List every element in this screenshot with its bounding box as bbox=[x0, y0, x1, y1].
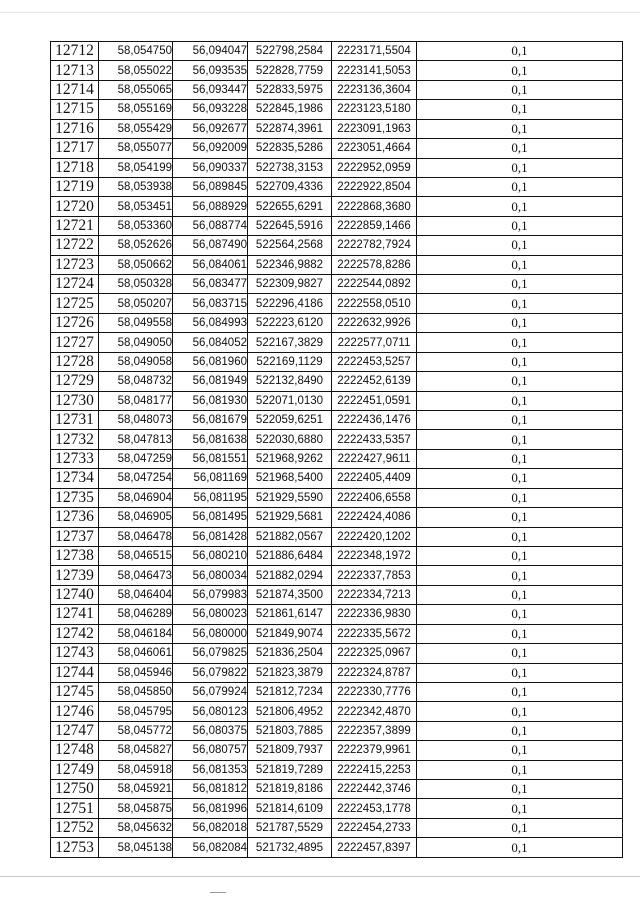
table-row bbox=[51, 216, 623, 235]
point-number-cell: 12720 bbox=[51, 197, 99, 216]
latitude-cell: 58,052626 bbox=[99, 236, 173, 255]
x-coordinate-cell: 522835,5286 bbox=[248, 139, 332, 158]
accuracy-cell: 0,1 bbox=[417, 585, 623, 604]
latitude-cell: 58,045921 bbox=[99, 780, 173, 799]
longitude-cell: 56,084061 bbox=[173, 255, 248, 274]
longitude-cell: 56,081812 bbox=[173, 780, 248, 799]
latitude-cell: 58,050207 bbox=[99, 294, 173, 313]
y-coordinate-cell: 2222952,0959 bbox=[332, 158, 417, 177]
accuracy-cell: 0,1 bbox=[417, 546, 623, 565]
y-coordinate-cell: 2222577,0711 bbox=[332, 333, 417, 352]
accuracy-cell: 0,1 bbox=[417, 411, 623, 430]
latitude-cell: 58,055077 bbox=[99, 139, 173, 158]
longitude-cell: 56,081679 bbox=[173, 411, 248, 430]
table-row bbox=[51, 275, 623, 294]
point-number-cell: 12723 bbox=[51, 255, 99, 274]
y-coordinate-cell: 2222452,6139 bbox=[332, 372, 417, 391]
longitude-cell: 56,080757 bbox=[173, 741, 248, 760]
latitude-cell: 58,046904 bbox=[99, 488, 173, 507]
x-coordinate-cell: 522645,5916 bbox=[248, 216, 332, 235]
table-row bbox=[51, 197, 623, 216]
accuracy-cell: 0,1 bbox=[417, 100, 623, 119]
y-coordinate-cell: 2222357,3899 bbox=[332, 721, 417, 740]
x-coordinate-cell: 521809,7937 bbox=[248, 741, 332, 760]
y-coordinate-cell: 2222420,1202 bbox=[332, 527, 417, 546]
point-number-cell: 12746 bbox=[51, 702, 99, 721]
y-coordinate-cell: 2222342,4870 bbox=[332, 702, 417, 721]
x-coordinate-cell: 521968,9262 bbox=[248, 449, 332, 468]
point-number-cell: 12715 bbox=[51, 100, 99, 119]
point-number-cell: 12731 bbox=[51, 411, 99, 430]
table-row bbox=[51, 508, 623, 527]
longitude-cell: 56,081195 bbox=[173, 488, 248, 507]
accuracy-cell: 0,1 bbox=[417, 158, 623, 177]
table-row bbox=[51, 605, 623, 624]
y-coordinate-cell: 2222578,8286 bbox=[332, 255, 417, 274]
point-number-cell: 12747 bbox=[51, 721, 99, 740]
longitude-cell: 56,093228 bbox=[173, 100, 248, 119]
point-number-cell: 12721 bbox=[51, 216, 99, 235]
accuracy-cell: 0,1 bbox=[417, 469, 623, 488]
x-coordinate-cell: 522059,6251 bbox=[248, 411, 332, 430]
latitude-cell: 58,045827 bbox=[99, 741, 173, 760]
accuracy-cell: 0,1 bbox=[417, 294, 623, 313]
longitude-cell: 56,081949 bbox=[173, 372, 248, 391]
point-number-cell: 12751 bbox=[51, 799, 99, 818]
accuracy-cell: 0,1 bbox=[417, 624, 623, 643]
longitude-cell: 56,081960 bbox=[173, 352, 248, 371]
point-number-cell: 12739 bbox=[51, 566, 99, 585]
table-row bbox=[51, 352, 623, 371]
table-row bbox=[51, 838, 623, 857]
table-row bbox=[51, 585, 623, 604]
x-coordinate-cell: 522223,6120 bbox=[248, 313, 332, 332]
accuracy-cell: 0,1 bbox=[417, 566, 623, 585]
coordinates-table-body bbox=[51, 42, 623, 858]
latitude-cell: 58,045772 bbox=[99, 721, 173, 740]
latitude-cell: 58,053360 bbox=[99, 216, 173, 235]
latitude-cell: 58,050328 bbox=[99, 275, 173, 294]
table-row bbox=[51, 294, 623, 313]
table-row bbox=[51, 449, 623, 468]
x-coordinate-cell: 521849,9074 bbox=[248, 624, 332, 643]
longitude-cell: 56,081638 bbox=[173, 430, 248, 449]
latitude-cell: 58,055429 bbox=[99, 119, 173, 138]
longitude-cell: 56,081930 bbox=[173, 391, 248, 410]
longitude-cell: 56,080023 bbox=[173, 605, 248, 624]
longitude-cell: 56,083477 bbox=[173, 275, 248, 294]
y-coordinate-cell: 2223141,5053 bbox=[332, 61, 417, 80]
x-coordinate-cell: 521732,4895 bbox=[248, 838, 332, 857]
longitude-cell: 56,082018 bbox=[173, 818, 248, 837]
x-coordinate-cell: 521803,7885 bbox=[248, 721, 332, 740]
accuracy-cell: 0,1 bbox=[417, 527, 623, 546]
point-number-cell: 12724 bbox=[51, 275, 99, 294]
x-coordinate-cell: 521787,5529 bbox=[248, 818, 332, 837]
accuracy-cell: 0,1 bbox=[417, 799, 623, 818]
latitude-cell: 58,046404 bbox=[99, 585, 173, 604]
longitude-cell: 56,080000 bbox=[173, 624, 248, 643]
y-coordinate-cell: 2222453,5257 bbox=[332, 352, 417, 371]
accuracy-cell: 0,1 bbox=[417, 838, 623, 857]
table-row bbox=[51, 741, 623, 760]
latitude-cell: 58,046061 bbox=[99, 644, 173, 663]
y-coordinate-cell: 2222424,4086 bbox=[332, 508, 417, 527]
longitude-cell: 56,087490 bbox=[173, 236, 248, 255]
x-coordinate-cell: 522309,9827 bbox=[248, 275, 332, 294]
y-coordinate-cell: 2222454,2733 bbox=[332, 818, 417, 837]
accuracy-cell: 0,1 bbox=[417, 177, 623, 196]
accuracy-cell: 0,1 bbox=[417, 119, 623, 138]
x-coordinate-cell: 521886,6484 bbox=[248, 546, 332, 565]
x-coordinate-cell: 522874,3961 bbox=[248, 119, 332, 138]
x-coordinate-cell: 522833,5975 bbox=[248, 80, 332, 99]
latitude-cell: 58,055065 bbox=[99, 80, 173, 99]
latitude-cell: 58,045850 bbox=[99, 682, 173, 701]
x-coordinate-cell: 522564,2568 bbox=[248, 236, 332, 255]
longitude-cell: 56,093447 bbox=[173, 80, 248, 99]
point-number-cell: 12738 bbox=[51, 546, 99, 565]
x-coordinate-cell: 521874,3500 bbox=[248, 585, 332, 604]
scan-edge-bottom bbox=[0, 876, 640, 877]
table-row bbox=[51, 313, 623, 332]
accuracy-cell: 0,1 bbox=[417, 372, 623, 391]
table-row bbox=[51, 42, 623, 61]
y-coordinate-cell: 2222859,1466 bbox=[332, 216, 417, 235]
latitude-cell: 58,049558 bbox=[99, 313, 173, 332]
y-coordinate-cell: 2222330,7776 bbox=[332, 682, 417, 701]
y-coordinate-cell: 2223171,5504 bbox=[332, 42, 417, 61]
table-row bbox=[51, 469, 623, 488]
y-coordinate-cell: 2222335,5672 bbox=[332, 624, 417, 643]
accuracy-cell: 0,1 bbox=[417, 139, 623, 158]
table-row bbox=[51, 818, 623, 837]
longitude-cell: 56,084993 bbox=[173, 313, 248, 332]
latitude-cell: 58,055022 bbox=[99, 61, 173, 80]
accuracy-cell: 0,1 bbox=[417, 644, 623, 663]
y-coordinate-cell: 2222868,3680 bbox=[332, 197, 417, 216]
latitude-cell: 58,050662 bbox=[99, 255, 173, 274]
y-coordinate-cell: 2223136,3604 bbox=[332, 80, 417, 99]
table-row bbox=[51, 80, 623, 99]
x-coordinate-cell: 522738,3153 bbox=[248, 158, 332, 177]
point-number-cell: 12730 bbox=[51, 391, 99, 410]
latitude-cell: 58,046289 bbox=[99, 605, 173, 624]
x-coordinate-cell: 522346,9882 bbox=[248, 255, 332, 274]
accuracy-cell: 0,1 bbox=[417, 760, 623, 779]
accuracy-cell: 0,1 bbox=[417, 333, 623, 352]
latitude-cell: 58,053451 bbox=[99, 197, 173, 216]
point-number-cell: 12717 bbox=[51, 139, 99, 158]
longitude-cell: 56,082084 bbox=[173, 838, 248, 857]
x-coordinate-cell: 521806,4952 bbox=[248, 702, 332, 721]
x-coordinate-cell: 522655,6291 bbox=[248, 197, 332, 216]
point-number-cell: 12735 bbox=[51, 488, 99, 507]
x-coordinate-cell: 522169,1129 bbox=[248, 352, 332, 371]
point-number-cell: 12726 bbox=[51, 313, 99, 332]
latitude-cell: 58,055169 bbox=[99, 100, 173, 119]
longitude-cell: 56,084052 bbox=[173, 333, 248, 352]
scan-mark bbox=[210, 892, 226, 893]
latitude-cell: 58,048177 bbox=[99, 391, 173, 410]
point-number-cell: 12753 bbox=[51, 838, 99, 857]
longitude-cell: 56,080375 bbox=[173, 721, 248, 740]
accuracy-cell: 0,1 bbox=[417, 488, 623, 507]
x-coordinate-cell: 521929,5590 bbox=[248, 488, 332, 507]
table-row bbox=[51, 236, 623, 255]
longitude-cell: 56,081551 bbox=[173, 449, 248, 468]
table-row bbox=[51, 333, 623, 352]
longitude-cell: 56,079924 bbox=[173, 682, 248, 701]
table-row bbox=[51, 780, 623, 799]
y-coordinate-cell: 2222334,7213 bbox=[332, 585, 417, 604]
table-row bbox=[51, 372, 623, 391]
y-coordinate-cell: 2222415,2253 bbox=[332, 760, 417, 779]
latitude-cell: 58,046478 bbox=[99, 527, 173, 546]
table-row bbox=[51, 430, 623, 449]
x-coordinate-cell: 521836,2504 bbox=[248, 644, 332, 663]
longitude-cell: 56,094047 bbox=[173, 42, 248, 61]
latitude-cell: 58,045138 bbox=[99, 838, 173, 857]
accuracy-cell: 0,1 bbox=[417, 721, 623, 740]
table-row bbox=[51, 702, 623, 721]
x-coordinate-cell: 521814,6109 bbox=[248, 799, 332, 818]
point-number-cell: 12741 bbox=[51, 605, 99, 624]
point-number-cell: 12734 bbox=[51, 469, 99, 488]
table-row bbox=[51, 255, 623, 274]
longitude-cell: 56,089845 bbox=[173, 177, 248, 196]
table-row bbox=[51, 527, 623, 546]
accuracy-cell: 0,1 bbox=[417, 236, 623, 255]
longitude-cell: 56,080123 bbox=[173, 702, 248, 721]
point-number-cell: 12744 bbox=[51, 663, 99, 682]
point-number-cell: 12714 bbox=[51, 80, 99, 99]
accuracy-cell: 0,1 bbox=[417, 275, 623, 294]
latitude-cell: 58,046184 bbox=[99, 624, 173, 643]
x-coordinate-cell: 522845,1986 bbox=[248, 100, 332, 119]
latitude-cell: 58,046905 bbox=[99, 508, 173, 527]
longitude-cell: 56,083715 bbox=[173, 294, 248, 313]
y-coordinate-cell: 2222451,0591 bbox=[332, 391, 417, 410]
table-row bbox=[51, 644, 623, 663]
accuracy-cell: 0,1 bbox=[417, 818, 623, 837]
point-number-cell: 12736 bbox=[51, 508, 99, 527]
y-coordinate-cell: 2222379,9961 bbox=[332, 741, 417, 760]
x-coordinate-cell: 521882,0567 bbox=[248, 527, 332, 546]
accuracy-cell: 0,1 bbox=[417, 430, 623, 449]
table-row bbox=[51, 411, 623, 430]
longitude-cell: 56,090337 bbox=[173, 158, 248, 177]
point-number-cell: 12728 bbox=[51, 352, 99, 371]
y-coordinate-cell: 2222457,8397 bbox=[332, 838, 417, 857]
x-coordinate-cell: 521861,6147 bbox=[248, 605, 332, 624]
accuracy-cell: 0,1 bbox=[417, 61, 623, 80]
latitude-cell: 58,045918 bbox=[99, 760, 173, 779]
latitude-cell: 58,048732 bbox=[99, 372, 173, 391]
point-number-cell: 12740 bbox=[51, 585, 99, 604]
accuracy-cell: 0,1 bbox=[417, 449, 623, 468]
scan-edge-top bbox=[0, 12, 640, 13]
x-coordinate-cell: 521929,5681 bbox=[248, 508, 332, 527]
latitude-cell: 58,046515 bbox=[99, 546, 173, 565]
point-number-cell: 12749 bbox=[51, 760, 99, 779]
point-number-cell: 12748 bbox=[51, 741, 99, 760]
point-number-cell: 12752 bbox=[51, 818, 99, 837]
point-number-cell: 12718 bbox=[51, 158, 99, 177]
x-coordinate-cell: 521823,3879 bbox=[248, 663, 332, 682]
y-coordinate-cell: 2223051,4664 bbox=[332, 139, 417, 158]
latitude-cell: 58,045875 bbox=[99, 799, 173, 818]
y-coordinate-cell: 2222336,9830 bbox=[332, 605, 417, 624]
table-row bbox=[51, 100, 623, 119]
y-coordinate-cell: 2222348,1972 bbox=[332, 546, 417, 565]
point-number-cell: 12732 bbox=[51, 430, 99, 449]
accuracy-cell: 0,1 bbox=[417, 605, 623, 624]
longitude-cell: 56,093535 bbox=[173, 61, 248, 80]
y-coordinate-cell: 2222558,0510 bbox=[332, 294, 417, 313]
x-coordinate-cell: 521882,0294 bbox=[248, 566, 332, 585]
point-number-cell: 12713 bbox=[51, 61, 99, 80]
accuracy-cell: 0,1 bbox=[417, 197, 623, 216]
accuracy-cell: 0,1 bbox=[417, 313, 623, 332]
table-row bbox=[51, 158, 623, 177]
longitude-cell: 56,092677 bbox=[173, 119, 248, 138]
longitude-cell: 56,092009 bbox=[173, 139, 248, 158]
latitude-cell: 58,045632 bbox=[99, 818, 173, 837]
y-coordinate-cell: 2222406,6558 bbox=[332, 488, 417, 507]
latitude-cell: 58,053938 bbox=[99, 177, 173, 196]
y-coordinate-cell: 2222632,9926 bbox=[332, 313, 417, 332]
x-coordinate-cell: 522296,4186 bbox=[248, 294, 332, 313]
accuracy-cell: 0,1 bbox=[417, 663, 623, 682]
latitude-cell: 58,049050 bbox=[99, 333, 173, 352]
point-number-cell: 12743 bbox=[51, 644, 99, 663]
y-coordinate-cell: 2222453,1778 bbox=[332, 799, 417, 818]
y-coordinate-cell: 2222427,9611 bbox=[332, 449, 417, 468]
latitude-cell: 58,047254 bbox=[99, 469, 173, 488]
y-coordinate-cell: 2222782,7924 bbox=[332, 236, 417, 255]
table-row bbox=[51, 682, 623, 701]
x-coordinate-cell: 522132,8490 bbox=[248, 372, 332, 391]
y-coordinate-cell: 2222442,3746 bbox=[332, 780, 417, 799]
table-row bbox=[51, 566, 623, 585]
accuracy-cell: 0,1 bbox=[417, 702, 623, 721]
table-row bbox=[51, 488, 623, 507]
longitude-cell: 56,088774 bbox=[173, 216, 248, 235]
table-row bbox=[51, 663, 623, 682]
point-number-cell: 12727 bbox=[51, 333, 99, 352]
longitude-cell: 56,079822 bbox=[173, 663, 248, 682]
latitude-cell: 58,045795 bbox=[99, 702, 173, 721]
point-number-cell: 12729 bbox=[51, 372, 99, 391]
longitude-cell: 56,081996 bbox=[173, 799, 248, 818]
point-number-cell: 12733 bbox=[51, 449, 99, 468]
y-coordinate-cell: 2223123,5180 bbox=[332, 100, 417, 119]
coordinates-table bbox=[50, 41, 623, 858]
accuracy-cell: 0,1 bbox=[417, 780, 623, 799]
longitude-cell: 56,081169 bbox=[173, 469, 248, 488]
y-coordinate-cell: 2222405,4409 bbox=[332, 469, 417, 488]
latitude-cell: 58,049058 bbox=[99, 352, 173, 371]
latitude-cell: 58,046473 bbox=[99, 566, 173, 585]
accuracy-cell: 0,1 bbox=[417, 741, 623, 760]
longitude-cell: 56,088929 bbox=[173, 197, 248, 216]
x-coordinate-cell: 521819,7289 bbox=[248, 760, 332, 779]
point-number-cell: 12737 bbox=[51, 527, 99, 546]
table-row bbox=[51, 624, 623, 643]
latitude-cell: 58,045946 bbox=[99, 663, 173, 682]
point-number-cell: 12745 bbox=[51, 682, 99, 701]
longitude-cell: 56,079825 bbox=[173, 644, 248, 663]
table-row bbox=[51, 61, 623, 80]
longitude-cell: 56,079983 bbox=[173, 585, 248, 604]
point-number-cell: 12719 bbox=[51, 177, 99, 196]
point-number-cell: 12712 bbox=[51, 42, 99, 61]
table-row bbox=[51, 119, 623, 138]
x-coordinate-cell: 521968,5400 bbox=[248, 469, 332, 488]
longitude-cell: 56,080210 bbox=[173, 546, 248, 565]
x-coordinate-cell: 522709,4336 bbox=[248, 177, 332, 196]
y-coordinate-cell: 2222922,8504 bbox=[332, 177, 417, 196]
x-coordinate-cell: 521819,8186 bbox=[248, 780, 332, 799]
y-coordinate-cell: 2223091,1963 bbox=[332, 119, 417, 138]
latitude-cell: 58,048073 bbox=[99, 411, 173, 430]
x-coordinate-cell: 522167,3829 bbox=[248, 333, 332, 352]
table-row bbox=[51, 799, 623, 818]
accuracy-cell: 0,1 bbox=[417, 42, 623, 61]
table-row bbox=[51, 391, 623, 410]
accuracy-cell: 0,1 bbox=[417, 508, 623, 527]
accuracy-cell: 0,1 bbox=[417, 352, 623, 371]
y-coordinate-cell: 2222325,0967 bbox=[332, 644, 417, 663]
y-coordinate-cell: 2222337,7853 bbox=[332, 566, 417, 585]
accuracy-cell: 0,1 bbox=[417, 255, 623, 274]
longitude-cell: 56,080034 bbox=[173, 566, 248, 585]
x-coordinate-cell: 522071,0130 bbox=[248, 391, 332, 410]
y-coordinate-cell: 2222433,5357 bbox=[332, 430, 417, 449]
latitude-cell: 58,047259 bbox=[99, 449, 173, 468]
latitude-cell: 58,054199 bbox=[99, 158, 173, 177]
y-coordinate-cell: 2222436,1476 bbox=[332, 411, 417, 430]
x-coordinate-cell: 522828,7759 bbox=[248, 61, 332, 80]
x-coordinate-cell: 522030,6880 bbox=[248, 430, 332, 449]
x-coordinate-cell: 521812,7234 bbox=[248, 682, 332, 701]
x-coordinate-cell: 522798,2584 bbox=[248, 42, 332, 61]
longitude-cell: 56,081428 bbox=[173, 527, 248, 546]
y-coordinate-cell: 2222324,8787 bbox=[332, 663, 417, 682]
table-row bbox=[51, 760, 623, 779]
table-row bbox=[51, 177, 623, 196]
longitude-cell: 56,081495 bbox=[173, 508, 248, 527]
latitude-cell: 58,054750 bbox=[99, 42, 173, 61]
y-coordinate-cell: 2222544,0892 bbox=[332, 275, 417, 294]
table-row bbox=[51, 139, 623, 158]
point-number-cell: 12722 bbox=[51, 236, 99, 255]
point-number-cell: 12716 bbox=[51, 119, 99, 138]
accuracy-cell: 0,1 bbox=[417, 682, 623, 701]
latitude-cell: 58,047813 bbox=[99, 430, 173, 449]
accuracy-cell: 0,1 bbox=[417, 391, 623, 410]
accuracy-cell: 0,1 bbox=[417, 216, 623, 235]
point-number-cell: 12725 bbox=[51, 294, 99, 313]
table-row bbox=[51, 546, 623, 565]
point-number-cell: 12742 bbox=[51, 624, 99, 643]
table-row bbox=[51, 721, 623, 740]
point-number-cell: 12750 bbox=[51, 780, 99, 799]
accuracy-cell: 0,1 bbox=[417, 80, 623, 99]
longitude-cell: 56,081353 bbox=[173, 760, 248, 779]
